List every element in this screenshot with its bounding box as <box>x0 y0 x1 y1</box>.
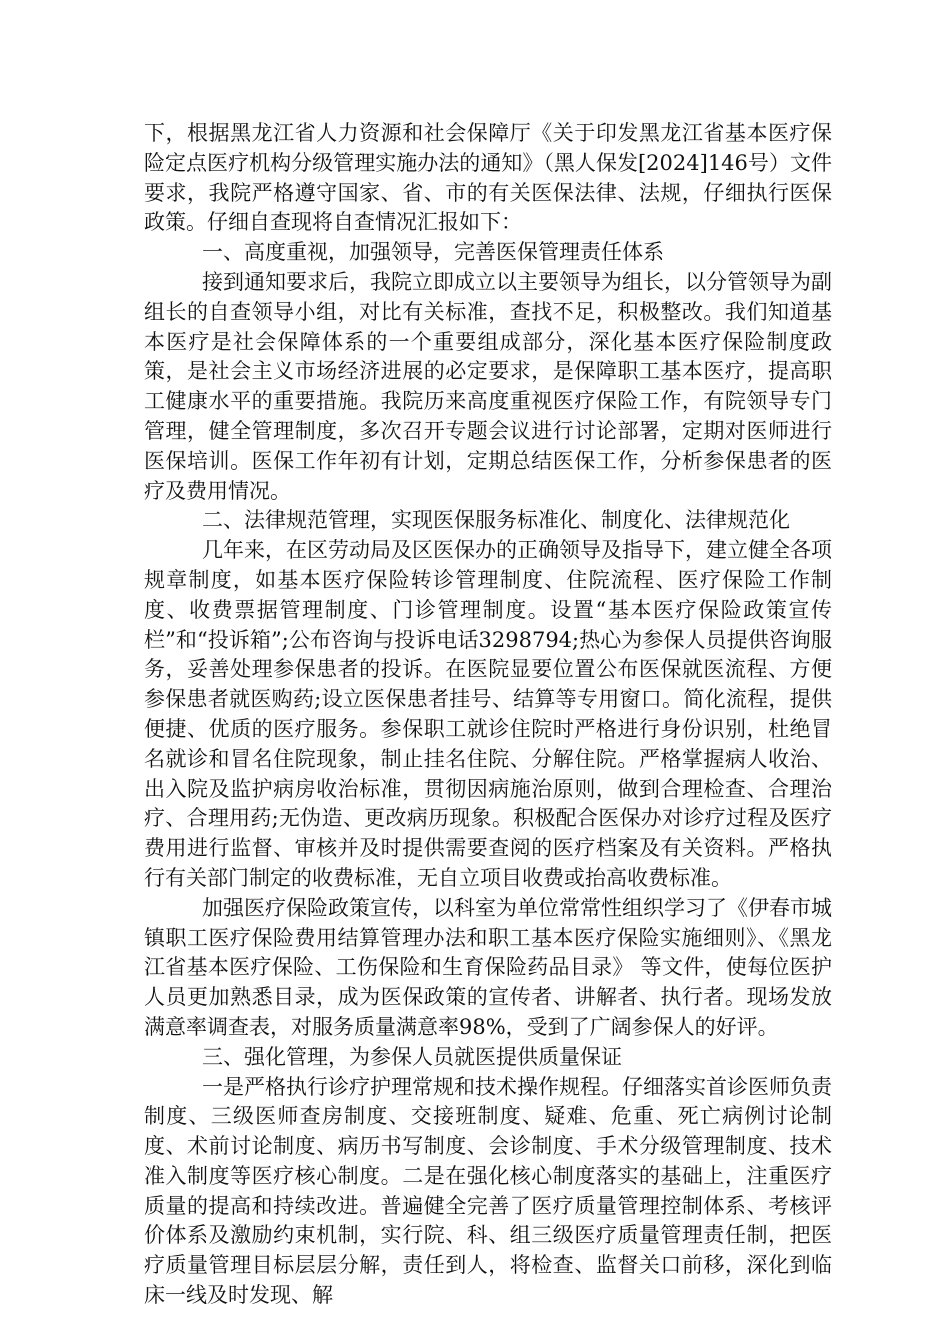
section-heading-2: 二、法律规范管理，实现医保服务标准化、制度化、法律规范化 <box>202 508 790 533</box>
section-2-paragraph-1: 几年来，在区劳动局及区医保办的正确领导及指导下，建立健全各项规章制度，如基本医疗保险转诊管理制度、住院流程、医疗保险工作制度、收费票据管理制度、门诊管理制度。设置“基本医疗保险政策宣传栏”和“投诉箱”;公布咨询与投诉电话3298794;热心为参保人员提供咨询服务，妥善处理参保患者的投诉。在医院显要位置公布医保就医流程、方便参保患者就医购药;设立医保患者挂号、结算等专用窗口。简化流程，提供便捷、优质的医疗服务。参保职工就诊住院时严格进行身份识别，杜绝冒名就诊和冒名住院现象，制止挂名住院、分解住院。严格掌握病人收治、出入院及监护病房收治标准，贯彻因病施治原则，做到合理检查、合理治疗、合理用药;无伪造、更改病历现象。积极配合医保办对诊疗过程及医疗费用进行监督、审核并及时提供需要查阅的医疗档案及有关资料。严格执行有关部门制定的收费标准，无自立项目收费或抬高收费标准。 <box>144 538 832 890</box>
section-3-paragraph: 一是严格执行诊疗护理常规和技术操作规程。仔细落实首诊医师负责制度、三级医师查房制度、交接班制度、疑难、危重、死亡病例讨论制度、术前讨论制度、病历书写制度、会诊制度、手术分级管理制度、技术准入制度等医疗核心制度。二是在强化核心制度落实的基础上，注重医疗质量的提高和持续改进。普遍健全完善了医疗质量管理控制体系、考核评价体系及激励约束机制，实行院、科、组三级医疗质量管理责任制，把医疗质量管理目标层层分解，责任到人，将检查、监督关口前移，深化到临床一线及时发现、解 <box>144 1074 832 1308</box>
section-1-paragraph: 接到通知要求后，我院立即成立以主要领导为组长，以分管领导为副组长的自查领导小组，对比有关标准，查找不足，积极整改。我们知道基本医疗是社会保障体系的一个重要组成部分，深化基本医疗保险制度政策，是社会主义市场经济进展的必定要求，是保障职工基本医疗，提高职工健康水平的重要措施。我院历来高度重视医疗保险工作，有院领导专门管理，健全管理制度，多次召开专题会议进行讨论部署，定期对医师进行医保培训。医保工作年初有计划，定期总结医保工作，分析参保患者的医疗及费用情况。 <box>144 269 832 503</box>
section-heading-3: 三、强化管理，为参保人员就医提供质量保证 <box>202 1044 622 1069</box>
section-heading-1: 一、高度重视，加强领导，完善医保管理责任体系 <box>202 240 664 265</box>
document-page <box>144 119 832 1311</box>
intro-paragraph: 下，根据黑龙江省人力资源和社会保障厅《关于印发黑龙江省基本医疗保险定点医疗机构分级管理实施办法的通知》（黑人保发[2024]146号）文件要求，我院严格遵守国家、省、市的有关医保法律、法规，仔细执行医保政策。仔细自查现将自查情况汇报如下： <box>144 121 832 235</box>
section-2-paragraph-2: 加强医疗保险政策宣传，以科室为单位常常性组织学习了《伊春市城镇职工医疗保险费用结算管理办法和职工基本医疗保险实施细则》、《黑龙江省基本医疗保险、工伤保险和生育保险药品目录》 等文件，使每位医护人员更加熟悉目录，成为医保政策的宣传者、讲解者、执行者。现场发放满意率调查表，对服务质量满意率98%，受到了广阔参保人的好评。 <box>144 895 832 1039</box>
